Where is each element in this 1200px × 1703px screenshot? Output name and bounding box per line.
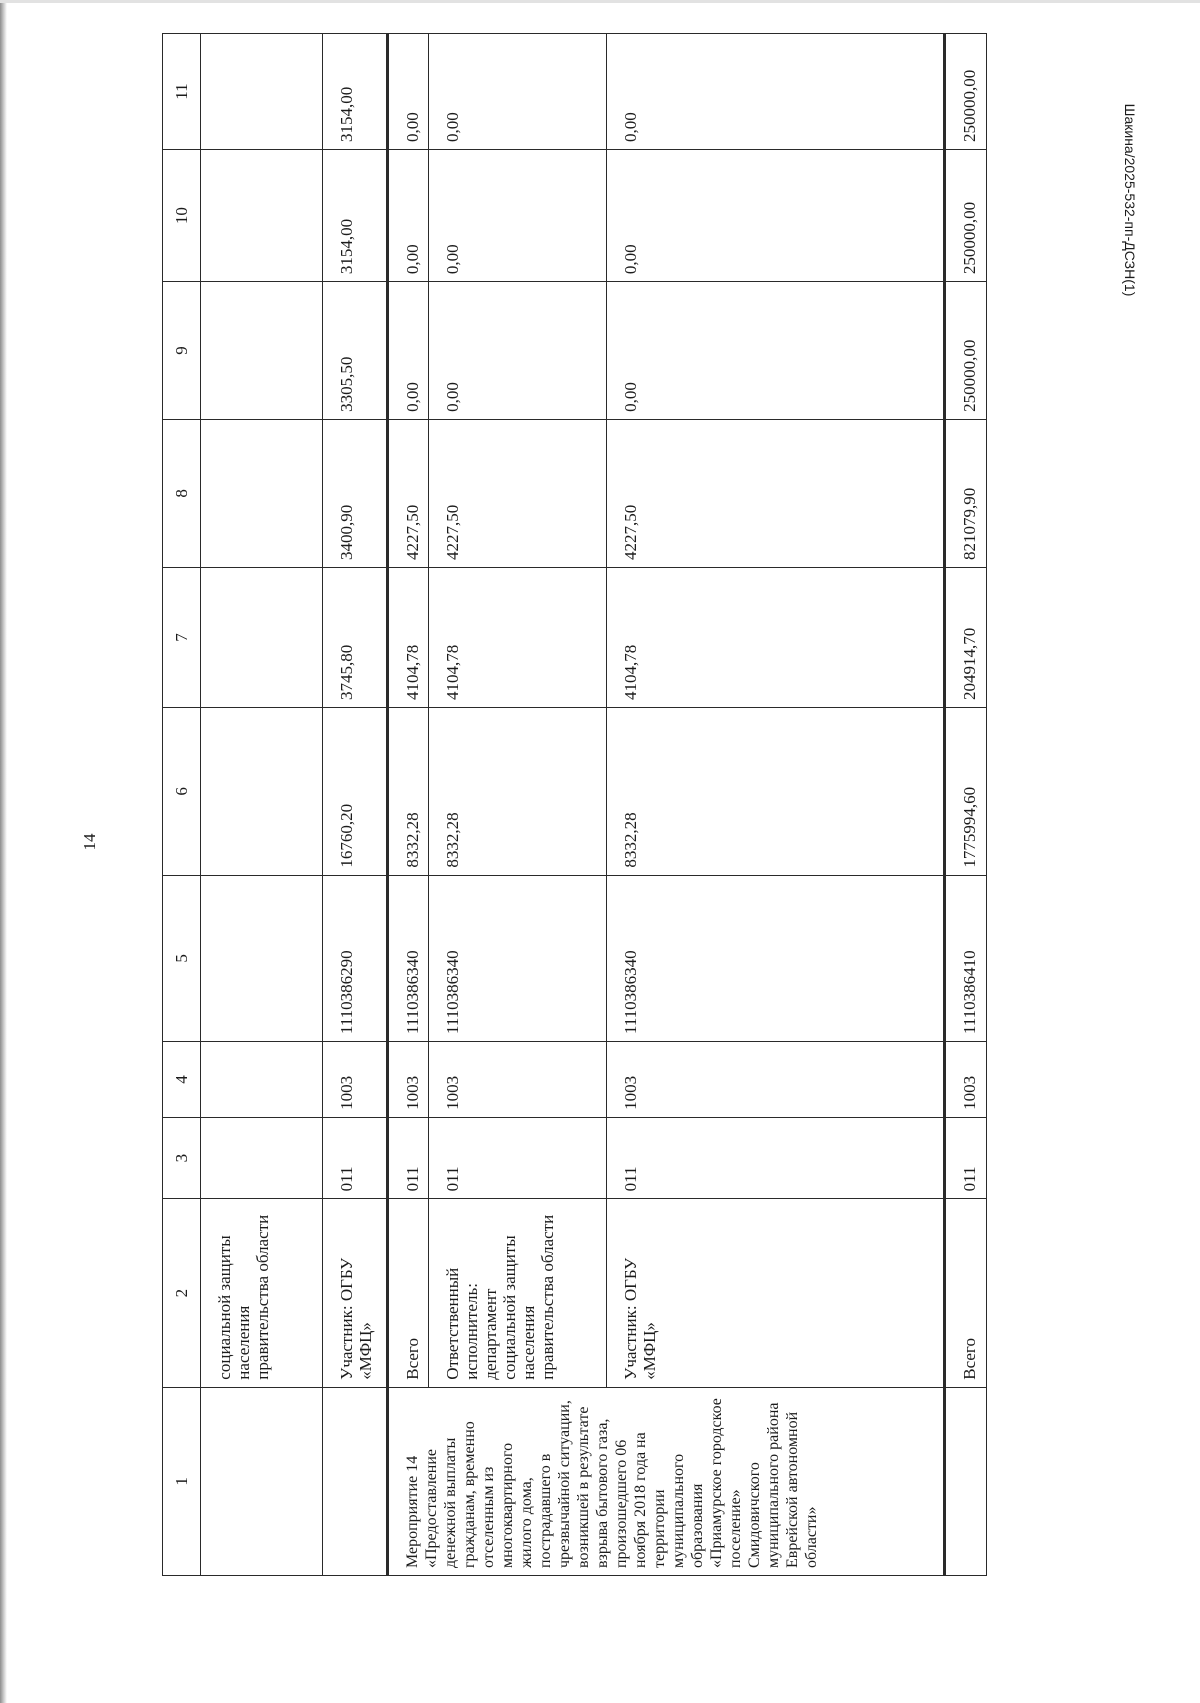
column-header-4: 4 bbox=[163, 1042, 201, 1118]
cell-c3: 011 bbox=[429, 1117, 607, 1199]
column-header-8: 8 bbox=[163, 419, 201, 567]
cell-c2: Всего bbox=[945, 1199, 987, 1387]
cell-c9: 0,00 bbox=[429, 282, 607, 420]
cell-c6: 8332,28 bbox=[388, 708, 429, 876]
cell-c9: 3305,50 bbox=[323, 282, 388, 420]
measure-14-description: Мероприятие 14 «Предоставление денежной выплаты гражданам, временно отселенным из многоквартирного жилого дома, пострадавшего в чрезвычайной ситуации, возникшей в результате взрыва бытового газа, произошедшего 06 ноября 2018 года на территории муниципального образования «Приамурское городское поселение» Смидовичского муниципального района Еврейской автономной области» bbox=[388, 1387, 945, 1575]
cell-c5: 1110386290 bbox=[323, 875, 388, 1041]
cell-c7: 4104,78 bbox=[429, 567, 607, 707]
cell-c6 bbox=[201, 708, 323, 876]
cell-c4 bbox=[201, 1042, 323, 1118]
cell-c11: 0,00 bbox=[388, 34, 429, 150]
cell-c5 bbox=[201, 875, 323, 1041]
cell-c9 bbox=[201, 282, 323, 420]
cell-c3: 011 bbox=[323, 1117, 388, 1199]
cell-c3: 011 bbox=[945, 1117, 987, 1199]
table-row-continuation bbox=[201, 34, 323, 1576]
cell-c3 bbox=[201, 1117, 323, 1199]
cell-c6: 8332,28 bbox=[429, 708, 607, 876]
cell-c5: 1110386340 bbox=[388, 875, 429, 1041]
cell-c6: 1775994,60 bbox=[945, 708, 987, 876]
column-header-9: 9 bbox=[163, 282, 201, 420]
cell-c8: 4227,50 bbox=[388, 419, 429, 567]
cell-c11: 3154,00 bbox=[323, 34, 388, 150]
cell-c8: 4227,50 bbox=[429, 419, 607, 567]
table-row-grand-total bbox=[945, 34, 987, 1576]
cell-c8 bbox=[201, 419, 323, 567]
cell-c10: 0,00 bbox=[607, 150, 945, 282]
budget-table bbox=[162, 33, 987, 1576]
scan-edge-shadow bbox=[0, 0, 7, 1703]
cell-c7 bbox=[201, 567, 323, 707]
cell-c11: 0,00 bbox=[429, 34, 607, 150]
column-header-2: 2 bbox=[163, 1199, 201, 1387]
table-row-participant-mfc bbox=[607, 34, 945, 1576]
cell-c11 bbox=[201, 34, 323, 150]
cell-c7: 204914,70 bbox=[945, 567, 987, 707]
cell-c10: 3154,00 bbox=[323, 150, 388, 282]
cell-c4: 1003 bbox=[945, 1042, 987, 1118]
cell-c2: социальной защиты населения правительства области bbox=[201, 1199, 323, 1387]
cell-c9: 0,00 bbox=[388, 282, 429, 420]
cell-c4: 1003 bbox=[388, 1042, 429, 1118]
cell-c3: 011 bbox=[388, 1117, 429, 1199]
column-header-1: 1 bbox=[163, 1387, 201, 1575]
cell-c5: 1110386410 bbox=[945, 875, 987, 1041]
cell-c9: 250000,00 bbox=[945, 282, 987, 420]
column-header-5: 5 bbox=[163, 875, 201, 1041]
cell-c8: 821079,90 bbox=[945, 419, 987, 567]
cell-c6: 8332,28 bbox=[607, 708, 945, 876]
rotated-page-content bbox=[162, 33, 1036, 1576]
cell-c10: 0,00 bbox=[429, 150, 607, 282]
cell-c10 bbox=[201, 150, 323, 282]
cell-c1-empty bbox=[323, 1387, 388, 1575]
table-row-participant-mfc bbox=[323, 34, 388, 1576]
cell-c9: 0,00 bbox=[607, 282, 945, 420]
table-row-responsible-executor bbox=[429, 34, 607, 1576]
cell-c1 bbox=[945, 1387, 987, 1575]
cell-c5: 1110386340 bbox=[429, 875, 607, 1041]
cell-c10: 250000,00 bbox=[945, 150, 987, 282]
cell-c8: 4227,50 bbox=[607, 419, 945, 567]
cell-c5: 1110386340 bbox=[607, 875, 945, 1041]
column-header-7: 7 bbox=[163, 567, 201, 707]
cell-c6: 16760,20 bbox=[323, 708, 388, 876]
cell-c7: 4104,78 bbox=[607, 567, 945, 707]
cell-c4: 1003 bbox=[323, 1042, 388, 1118]
cell-c7: 3745,80 bbox=[323, 567, 388, 707]
column-header-3: 3 bbox=[163, 1117, 201, 1199]
cell-c1 bbox=[201, 1387, 323, 1575]
cell-c3: 011 bbox=[607, 1117, 945, 1199]
column-header-11: 11 bbox=[163, 34, 201, 150]
cell-c7: 4104,78 bbox=[388, 567, 429, 707]
table-row-measure-14-total bbox=[388, 34, 429, 1576]
cell-c4: 1003 bbox=[607, 1042, 945, 1118]
scan-edge-top bbox=[0, 0, 1200, 3]
document-stamp: Шакина/2025-532-пп-ДСЗН(1) bbox=[1122, 103, 1138, 297]
cell-c2: Участник: ОГБУ «МФЦ» bbox=[323, 1199, 388, 1387]
cell-c8: 3400,90 bbox=[323, 419, 388, 567]
column-number-row bbox=[163, 34, 201, 1576]
cell-c4: 1003 bbox=[429, 1042, 607, 1118]
column-header-10: 10 bbox=[163, 150, 201, 282]
cell-c2: Всего bbox=[388, 1199, 429, 1387]
cell-c10: 0,00 bbox=[388, 150, 429, 282]
cell-c11: 250000,00 bbox=[945, 34, 987, 150]
cell-c11: 0,00 bbox=[607, 34, 945, 150]
column-header-6: 6 bbox=[163, 708, 201, 876]
page-number: 14 bbox=[80, 833, 99, 851]
cell-c2: Участник: ОГБУ «МФЦ» bbox=[607, 1199, 945, 1387]
cell-c2: Ответственный исполнитель: департамент социальной защиты населения правительства области bbox=[429, 1199, 607, 1387]
